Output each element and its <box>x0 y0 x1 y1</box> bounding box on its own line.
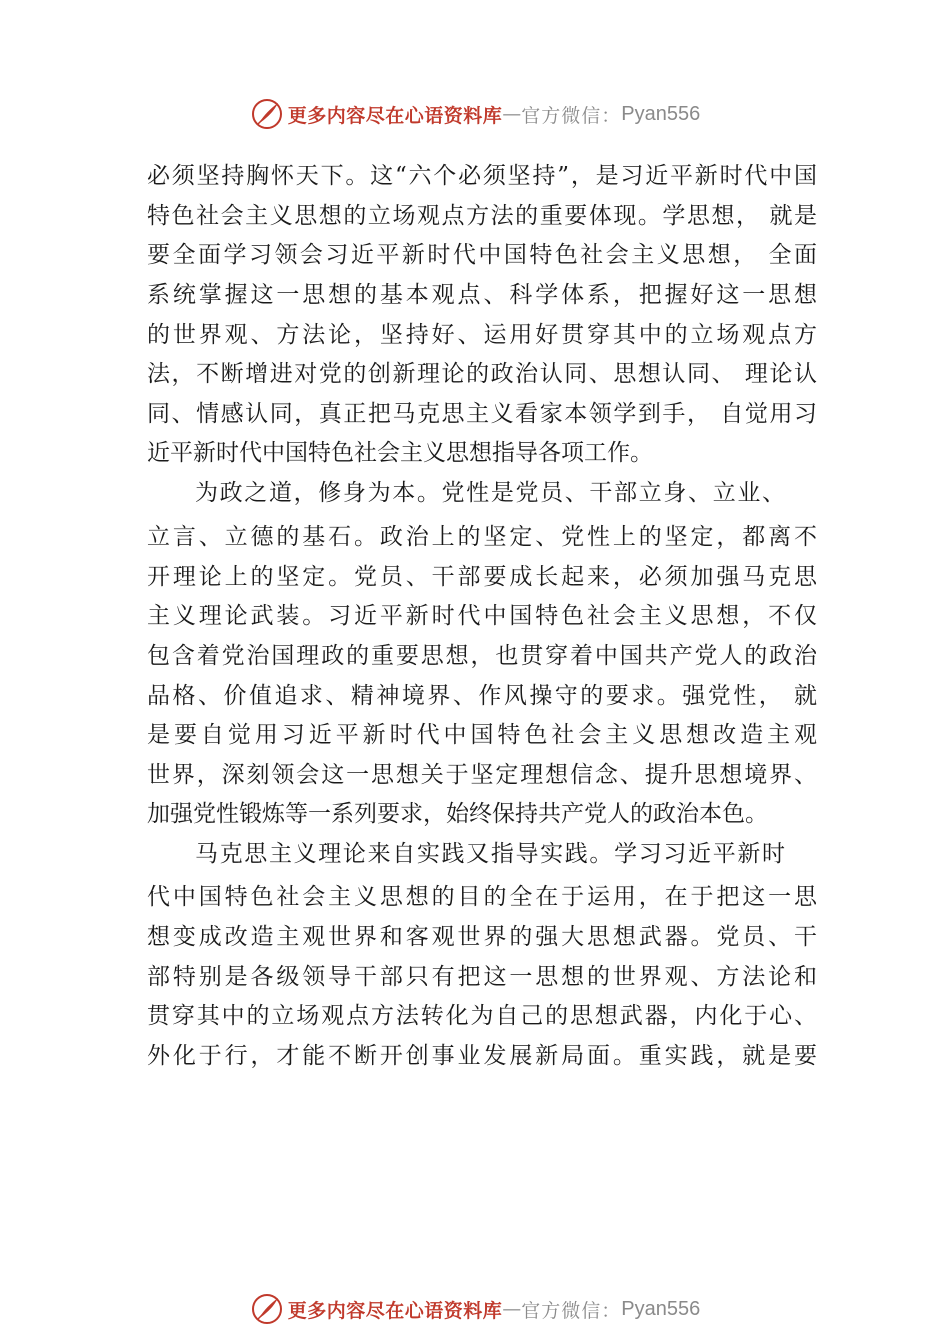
body-line: 必须坚持胸怀天下。这“六个必须坚持”，是习近平新时代中国 <box>147 163 817 189</box>
body-line: 外化于行，才能不断开创事业发展新局面。重实践，就是要 <box>147 1043 817 1069</box>
body-line: 的世界观、方法论，坚持好、运用好贯穿其中的立场观点方 <box>147 322 817 348</box>
body-line: 想变成改造主观世界和客观世界的强大思想武器。党员、干 <box>147 924 817 950</box>
header-watermark <box>0 94 950 134</box>
paragraph-first-line: 为政之道，修身为本。党性是党员、干部立身、立业、 <box>195 480 785 506</box>
body-line: 加强党性锻炼等一系列要求，始终保持共产党人的政治本色。 <box>147 801 768 827</box>
body-line: 开理论上的坚定。党员、干部要成长起来，必须加强马克思 <box>147 564 817 590</box>
body-line: 代中国特色社会主义思想的目的全在于运用，在于把这一思 <box>147 884 817 910</box>
paragraph-first-line: 马克思主义理论来自实践又指导实践。学习习近平新时 <box>195 841 785 867</box>
footer-watermark <box>0 1289 950 1329</box>
watermark-main-text: 更多内容尽在心语资料库 <box>287 1299 503 1322</box>
body-line: 要全面学习领会习近平新时代中国特色社会主义思想， 全面 <box>147 242 817 268</box>
body-line: 贯穿其中的立场观点方法转化为自己的思想武器，内化于心、 <box>147 1003 817 1029</box>
body-line: 世界，深刻领会这一思想关于坚定理想信念、提升思想境界、 <box>147 762 817 788</box>
body-line: 近平新时代中国特色社会主义思想指导各项工作。 <box>147 440 653 466</box>
body-line: 是要自觉用习近平新时代中国特色社会主义思想改造主观 <box>147 722 817 748</box>
watermark-dash: — <box>502 103 522 125</box>
watermark-wechat-id: Pyan556 <box>621 102 701 125</box>
quill-logo-icon <box>250 1292 284 1326</box>
watermark-sub-text: 官方微信： <box>521 104 622 127</box>
body-line: 同、情感认同，真正把马克思主义看家本领学到手， 自觉用习 <box>147 401 817 427</box>
body-line: 特色社会主义思想的立场观点方法的重要体现。学思想， 就是 <box>147 203 817 229</box>
body-line: 包含着党治国理政的重要思想，也贯穿着中国共产党人的政治 <box>147 643 817 669</box>
body-line: 法，不断增进对党的创新理论的政治认同、思想认同、 理论认 <box>147 361 817 387</box>
body-line: 部特别是各级领导干部只有把这一思想的世界观、方法论和 <box>147 964 817 990</box>
body-line: 立言、立德的基石。政治上的坚定、党性上的坚定，都离不 <box>147 524 817 550</box>
watermark-main-text: 更多内容尽在心语资料库 <box>287 104 503 127</box>
watermark-dash: — <box>502 1298 522 1320</box>
body-line: 主义理论武装。习近平新时代中国特色社会主义思想，不仅 <box>147 603 817 629</box>
watermark-sub-text: 官方微信： <box>521 1299 622 1322</box>
body-line: 品格、价值追求、精神境界、作风操守的要求。强党性， 就 <box>147 683 817 709</box>
body-line: 系统掌握这一思想的基本观点、科学体系，把握好这一思想 <box>147 282 817 308</box>
watermark-wechat-id: Pyan556 <box>621 1297 701 1320</box>
quill-logo-icon <box>250 97 284 131</box>
